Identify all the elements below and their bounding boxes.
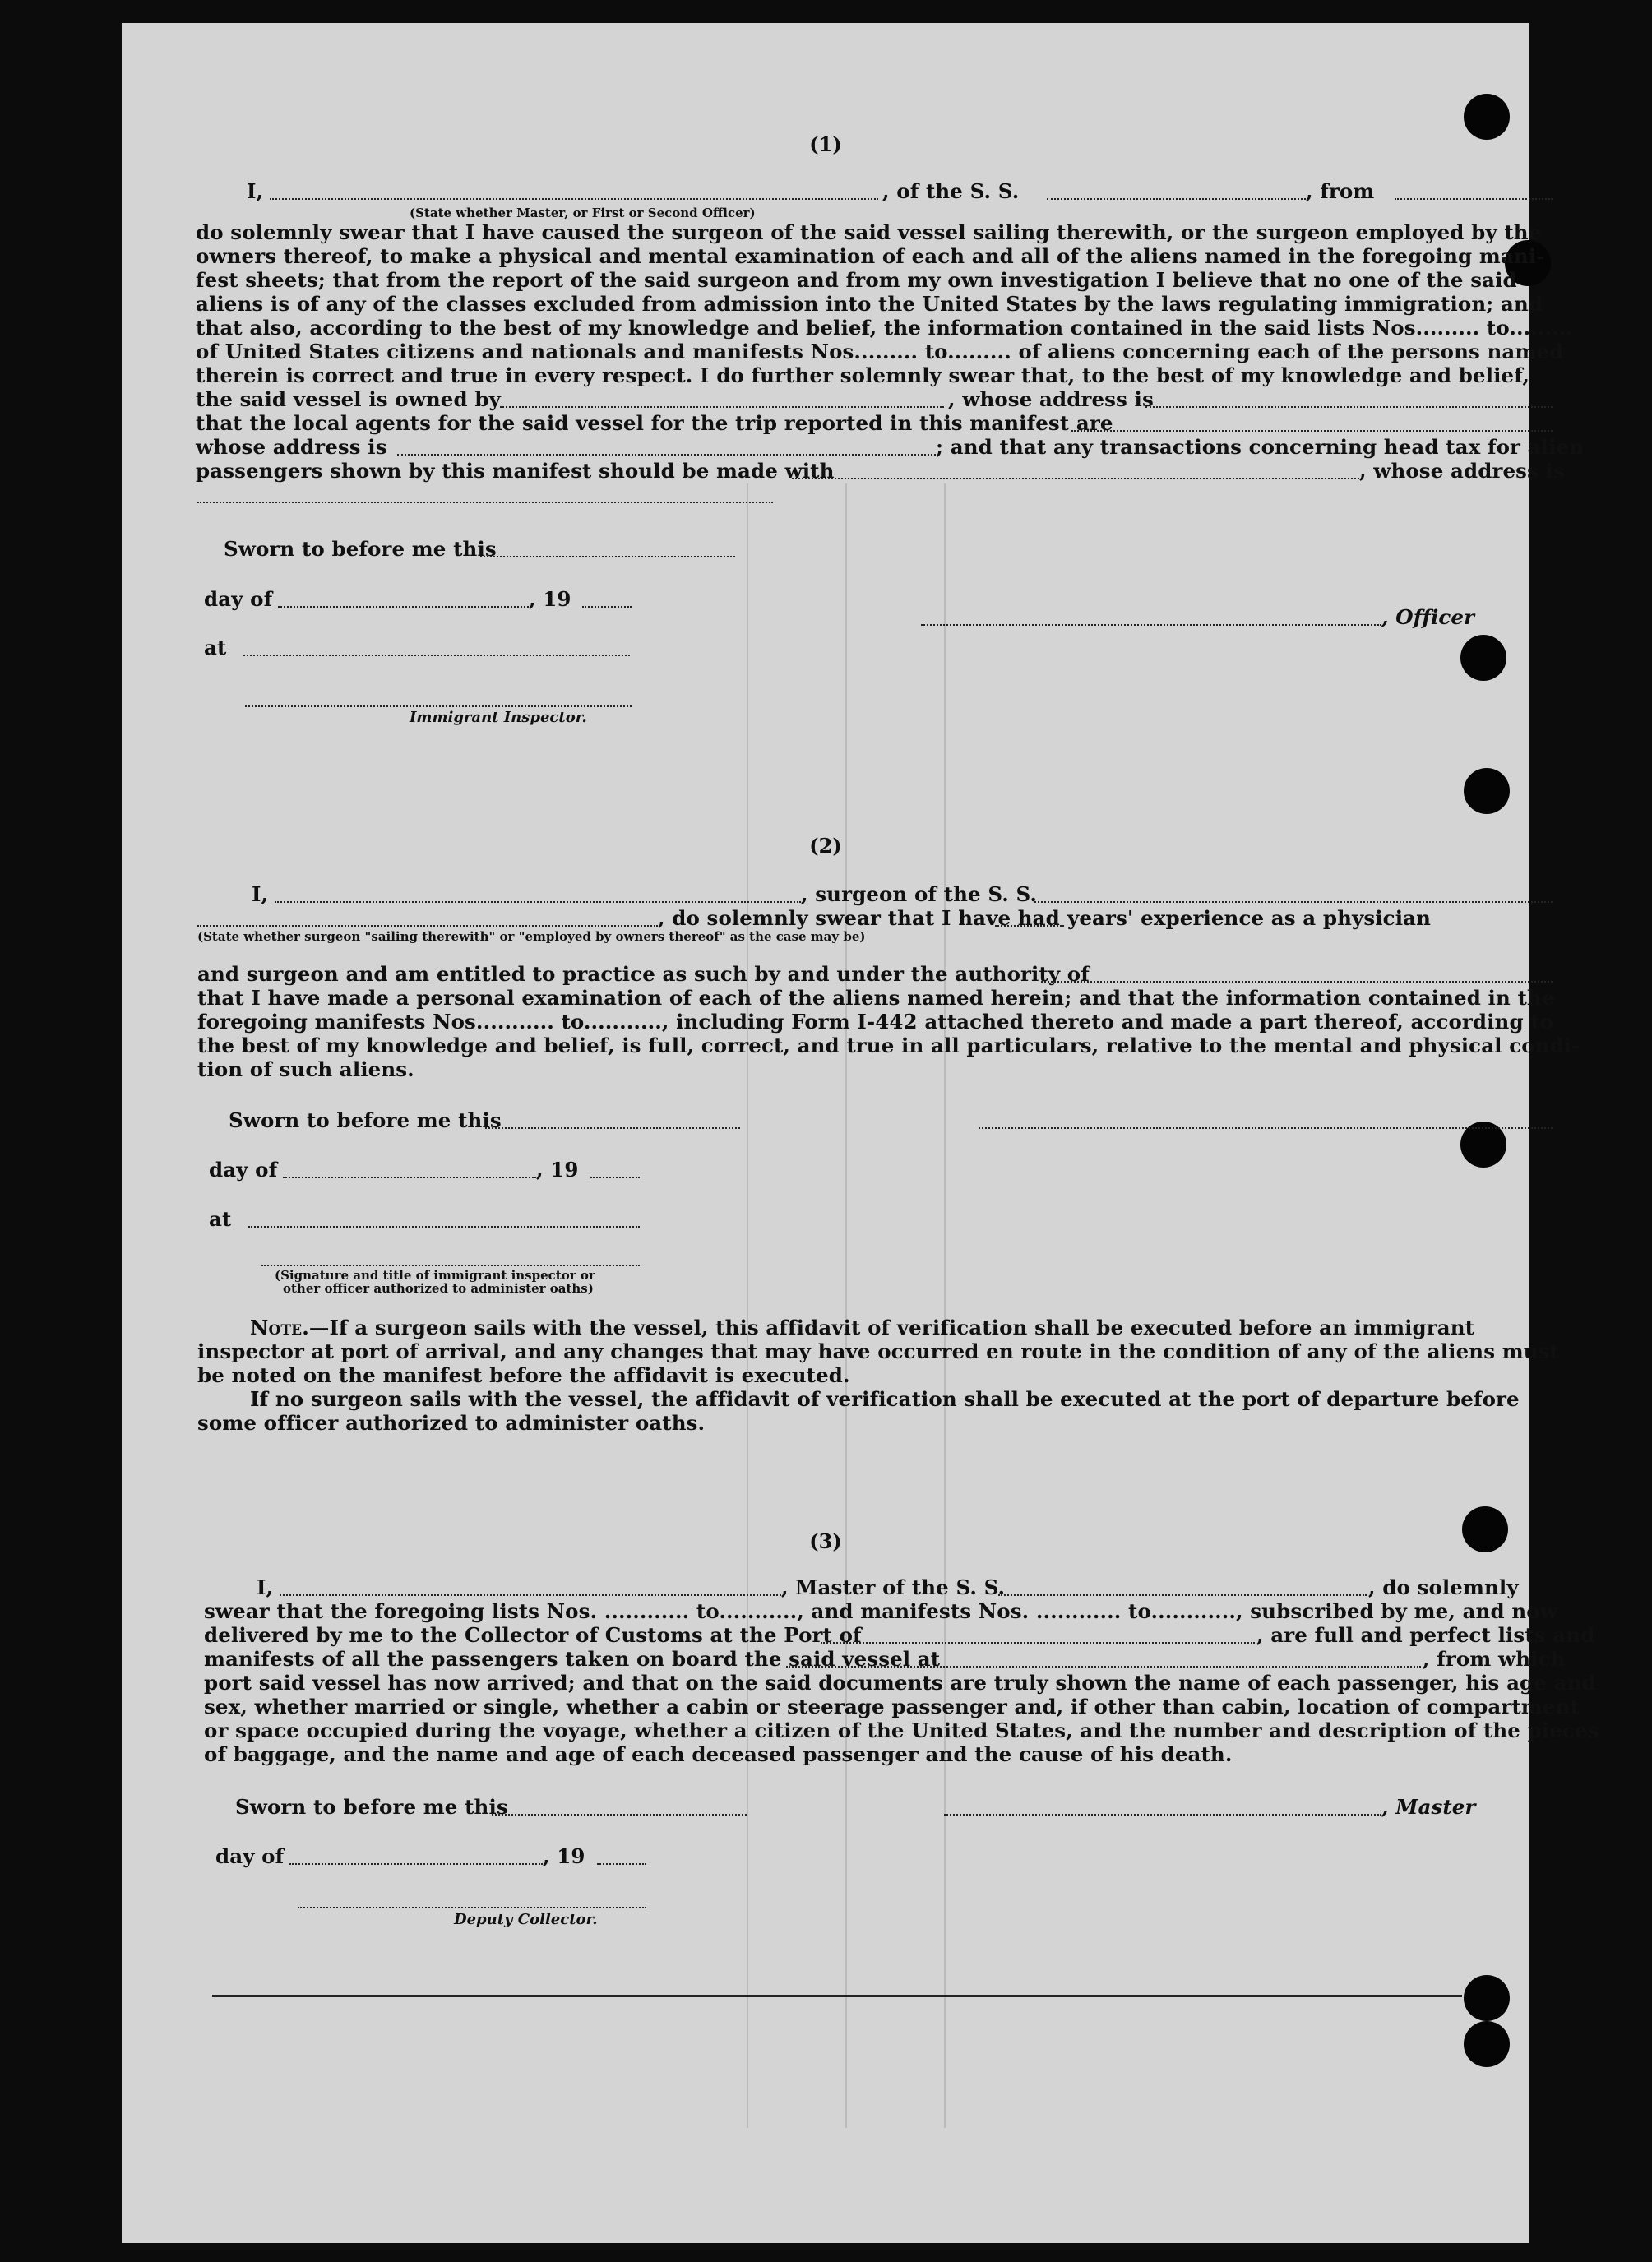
s2-signature-note-2: other officer authorized to administer oaths) xyxy=(283,1281,594,1296)
s3-day-field[interactable] xyxy=(289,1863,543,1865)
s1-line: that also, according to the best of my knowledge and belief, the information contained in the said lists Nos......... to......... xyxy=(196,316,1573,340)
s1-line: of United States citizens and nationals and manifests Nos......... to......... of aliens concerning each of the persons named xyxy=(196,340,1564,363)
s1-line-passengers: passengers shown by this manifest should be made with xyxy=(196,459,835,483)
s2-surgeon-signature-line[interactable] xyxy=(979,1127,1553,1129)
s2-note-surgeon: (State whether surgeon "sailing therewith" or "employed by owners thereof" as the case may be) xyxy=(197,929,866,944)
owner-address-field[interactable] xyxy=(1145,406,1553,408)
surgeon-name-field[interactable] xyxy=(275,901,801,903)
s2-line: that I have made a personal examination of each of the aliens named herein; and that the information contained in the xyxy=(197,986,1555,1010)
s2-day-field[interactable] xyxy=(283,1177,536,1178)
authority-field[interactable] xyxy=(1041,981,1553,983)
s2-line-authority: and surgeon and am entitled to practice as such by and under the authority of xyxy=(197,962,1090,986)
s3-vessel-field[interactable] xyxy=(998,1594,1367,1596)
s2-line: tion of such aliens. xyxy=(197,1057,414,1081)
s3-line: swear that the foregoing lists Nos. ............ to..........., and manifests Nos. ............ to............, subscribed by me, and now xyxy=(204,1599,1557,1623)
s2-line1-mid: , surgeon of the S. S. xyxy=(801,882,1038,906)
manifest-page xyxy=(122,23,1599,2243)
binder-hole xyxy=(1464,1975,1510,2021)
s1-nineteen: , 19 xyxy=(529,587,571,611)
s3-line: of baggage, and the name and age of each deceased passenger and the cause of his death. xyxy=(204,1742,1233,1766)
s1-officer-label: , Officer xyxy=(1381,605,1475,629)
s1-year-field[interactable] xyxy=(582,606,632,608)
s3-year-field[interactable] xyxy=(597,1863,646,1865)
head-tax-party-field[interactable] xyxy=(792,478,1359,479)
s1-line-owned-by: the said vessel is owned by xyxy=(196,387,501,411)
s3-master-signature-line[interactable] xyxy=(944,1814,1381,1816)
s2-note-line1 xyxy=(250,1316,1474,1339)
s2-year-field[interactable] xyxy=(590,1177,640,1178)
s3-nineteen: , 19 xyxy=(543,1844,585,1868)
s3-line: or space occupied during the voyage, whether a citizen of the United States, and the number and description of the pieces xyxy=(204,1718,1599,1742)
s3-master-name-field[interactable] xyxy=(280,1594,781,1596)
s3-full-perfect: , are full and perfect lists and xyxy=(1256,1623,1595,1647)
s1-inspector-label: Immigrant Inspector. xyxy=(410,709,587,726)
s3-sworn-field[interactable] xyxy=(492,1814,747,1816)
s2-nineteen: , 19 xyxy=(536,1158,579,1182)
s2-sworn-field[interactable] xyxy=(485,1127,740,1129)
s3-line: port said vessel has now arrived; and that on the said documents are truly shown the name of each passenger, his age and xyxy=(204,1671,1596,1695)
s3-from-which: , from which xyxy=(1423,1647,1566,1671)
binder-hole xyxy=(1460,635,1506,681)
s3-line1-end: , do solemnly xyxy=(1368,1575,1519,1599)
s3-master-label: , Master xyxy=(1381,1795,1476,1819)
s1-day-of: day of xyxy=(204,587,273,611)
s1-head-tax: ; and that any transactions concerning head tax for alien xyxy=(936,435,1585,459)
s1-inspector-signature-line[interactable] xyxy=(245,705,632,707)
s2-signature-note-1: (Signature and title of immigrant inspector or xyxy=(275,1268,595,1283)
s1-line: aliens is of any of the classes excluded from admission into the United States by the laws regulating immigration; and xyxy=(196,292,1543,316)
s2-sworn: Sworn to before me this xyxy=(229,1108,502,1132)
s1-whose-address-mid: , whose address is xyxy=(948,387,1154,411)
s1-line-whose-address: whose address is xyxy=(196,435,387,459)
s2-at: at xyxy=(209,1207,232,1231)
s1-sworn: Sworn to before me this xyxy=(224,537,497,561)
s2-line2-mid: , do solemnly swear that I have had xyxy=(658,906,1060,930)
s3-day-of: day of xyxy=(215,1844,285,1868)
section-1-number: (1) xyxy=(809,132,842,156)
s3-line: sex, whether married or single, whether a cabin or steerage passenger and, if other than cabin, location of compartment xyxy=(204,1695,1580,1718)
s2-line1-i: I, xyxy=(252,882,269,906)
s2-day-of: day of xyxy=(209,1158,278,1182)
s1-line: do solemnly swear that I have caused the surgeon of the said vessel sailing therewith, or the surgeon employed by the xyxy=(196,220,1542,244)
bottom-rule xyxy=(212,1995,1462,1997)
s2-note-line: inspector at port of arrival, and any changes that may have occurred en route in the condition of any of the aliens must xyxy=(197,1339,1559,1363)
s1-line1-mid: , of the S. S. xyxy=(882,179,1020,203)
s3-deputy-signature-line[interactable] xyxy=(298,1907,646,1908)
s2-note-line: be noted on the manifest before the affidavit is executed. xyxy=(197,1363,850,1387)
s1-line1-end: , from xyxy=(1306,179,1375,203)
s1-whose-address-end: , whose address is xyxy=(1359,459,1565,483)
s2-note-line: some officer authorized to administer oaths. xyxy=(197,1411,706,1435)
master-name-field[interactable] xyxy=(270,198,878,200)
s2-note-text: —If a surgeon sails with the vessel, this affidavit of verification shall be executed before an immigrant xyxy=(308,1316,1475,1339)
s1-line1-i: I, xyxy=(247,179,264,203)
section-2-number: (2) xyxy=(809,834,842,858)
s1-day-field[interactable] xyxy=(278,606,529,608)
port-embarkation-field[interactable] xyxy=(786,1666,1421,1668)
s2-official-signature-line[interactable] xyxy=(261,1265,640,1266)
s2-at-field[interactable] xyxy=(248,1226,640,1228)
surgeon-status-field[interactable] xyxy=(197,925,658,927)
s1-line: owners thereof, to make a physical and mental examination of each and all of the aliens named in the foregoing mani- xyxy=(196,244,1545,268)
s3-line1-mid: , Master of the S. S. xyxy=(781,1575,1006,1599)
s2-line2-end: years' experience as a physician xyxy=(1067,906,1431,930)
owner-field[interactable] xyxy=(500,406,944,408)
s1-sworn-field[interactable] xyxy=(480,556,735,557)
vessel-name-field[interactable] xyxy=(1047,198,1306,200)
s3-sworn: Sworn to before me this xyxy=(235,1795,508,1819)
s1-at-field[interactable] xyxy=(243,655,630,656)
port-arrival-field[interactable] xyxy=(821,1642,1255,1644)
s1-officer-signature-line[interactable] xyxy=(921,624,1381,626)
agent-address-field[interactable] xyxy=(397,454,936,456)
s2-vessel-field[interactable] xyxy=(1034,901,1553,903)
s1-line-local-agents: that the local agents for the said vessel for the trip reported in this manifest are xyxy=(196,411,1113,435)
s1-line: fest sheets; that from the report of the said surgeon and from my own investigation I believe that no one of the said xyxy=(196,268,1517,292)
s2-line: the best of my knowledge and belief, is full, correct, and true in all particulars, relative to the mental and physical condi- xyxy=(197,1034,1580,1057)
binder-hole xyxy=(1464,768,1510,814)
s2-note-line: If no surgeon sails with the vessel, the affidavit of verification shall be executed at the port of departure before xyxy=(250,1387,1520,1411)
s2-line: foregoing manifests Nos........... to..........., including Form I-442 attached thereto and made a part thereof, according to xyxy=(197,1010,1554,1034)
binder-hole xyxy=(1464,2021,1510,2067)
s2-note-label: Note. xyxy=(250,1316,309,1339)
s3-line-taken-at: manifests of all the passengers taken on board the said vessel at xyxy=(204,1647,941,1671)
s3-line-port: delivered by me to the Collector of Customs at the Port of xyxy=(204,1623,862,1647)
local-agents-field[interactable] xyxy=(1071,430,1553,432)
section-3-number: (3) xyxy=(809,1529,842,1553)
years-experience-field[interactable] xyxy=(995,925,1064,927)
s1-at: at xyxy=(204,636,227,659)
s3-line1-i: I, xyxy=(257,1575,274,1599)
head-tax-address-field[interactable] xyxy=(197,502,773,503)
from-port-field[interactable] xyxy=(1395,198,1553,200)
s3-deputy-label: Deputy Collector. xyxy=(454,1911,598,1928)
s1-note-master: (State whether Master, or First or Second Officer) xyxy=(410,206,756,220)
s1-line: therein is correct and true in every respect. I do further solemnly swear that, to the best of my knowledge and belief, xyxy=(196,363,1529,387)
